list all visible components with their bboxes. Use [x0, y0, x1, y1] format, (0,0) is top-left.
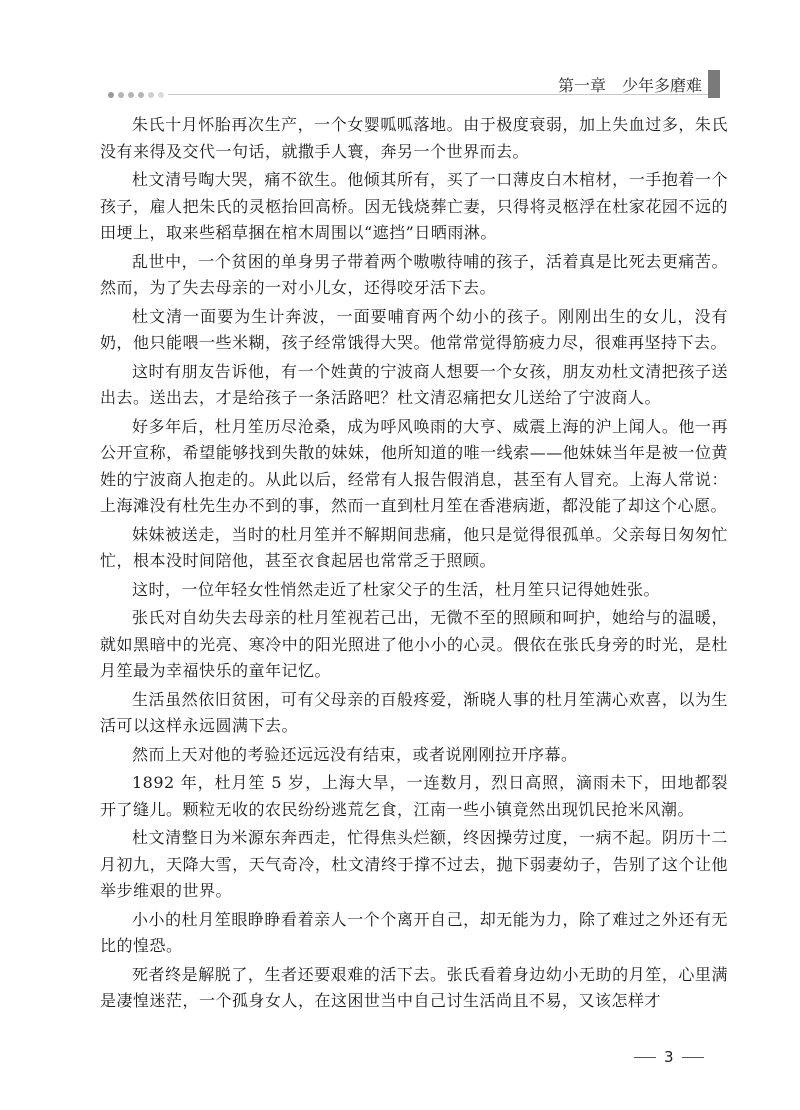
page-number: 3: [664, 1048, 674, 1066]
paragraph-6: 好多年后，杜月笙历尽沧桑，成为呼风唤雨的大亨、威震上海的沪上闻人。他一再公开宣称，希望能够找到失散的妹妹，他所知道的唯一线索——他妹妹当年是被一位黄姓的宁波商人抱走的。从此以后，经常有人报告假消息，甚至有人冒充。上海人常说：上海滩没有杜先生办不到的事，然而一直到杜月笙在香港病逝，都没能了却这个心愿。: [100, 416, 728, 515]
header-bar-decoration: [708, 70, 720, 98]
chapter-title: 第一章 少年多磨难: [557, 76, 702, 95]
paragraph-4: 杜文清一面要为生计奔波，一面要哺育两个幼小的孩子。刚刚出生的女儿，没有奶，他只能喂一些米糊，孩子经常饿得大哭。他常常觉得筋疲力尽，很难再坚持下去。: [100, 306, 728, 352]
paragraph-9: 张氏对自幼失去母亲的杜月笙视若己出，无微不至的照顾和呵护，她给与的温暖，就如黑暗中的光亮、寒冷中的阳光照进了他小小的心灵。偎依在张氏身旁的时光，是杜月笙最为幸福快乐的童年记忆。: [100, 608, 728, 680]
paragraph-14: 小小的杜月笙眼睁睁看着亲人一个个离开自己，却无能为力，除了难过之外还有无比的惶恐。: [100, 909, 728, 955]
paragraph-15: 死者终是解脱了，生者还要艰难的活下去。张氏看着身边幼小无助的月笙，心里满是凄惶迷茫，一个孤身女人，在这困世当中自己讨生活尚且不易，又该怎样才: [100, 964, 728, 1010]
paragraph-11: 然而上天对他的考验还远远没有结束，或者说刚刚拉开序幕。: [132, 744, 578, 764]
running-header: [88, 60, 728, 100]
paragraph-5: 这时有朋友告诉他，有一个姓黄的宁波商人想要一个女孩，朋友劝杜文清把孩子送出去。送出去，才是给孩子一条活路吧？杜文清忍痛把女儿送给了宁波商人。: [100, 361, 728, 407]
page-number-footer: [634, 1048, 704, 1066]
paragraph-7: 妹妹被送走，当时的杜月笙并不解期间悲痛，他只是觉得很孤单。父亲每日匆匆忙忙，根本没时间陪他，甚至衣食起居也常常乏于照顾。: [100, 524, 728, 570]
paragraph-3: 乱世中，一个贫困的单身男子带着两个嗷嗷待哺的孩子，活着真是比死去更痛苦。然而，为了失去母亲的一对小儿女，还得咬牙活下去。: [100, 251, 728, 297]
paragraph-1: 朱氏十月怀胎再次生产，一个女婴呱呱落地。由于极度衰弱，加上失血过多，朱氏没有来得及交代一句话，就撒手人寰，奔另一个世界而去。: [100, 115, 728, 161]
body-text: [100, 112, 728, 1017]
paragraph-2: 杜文清号啕大哭，痛不欲生。他倾其所有，买了一口薄皮白木棺材，一手抱着一个孩子，雇人把朱氏的灵柩抬回高桥。因无钱烧葬亡妻，只得将灵柩浮在杜家花园不远的田埂上，取来些稻草捆在棺木周围以“遮挡”日晒雨淋。: [100, 170, 728, 242]
paragraph-12: 1892 年，杜月笙 5 岁，上海大旱，一连数月，烈日高照，滴雨未下，田地都裂开了缝儿。颗粒无收的农民纷纷逃荒乞食，江南一些小镇竟然出现饥民抢米风潮。: [100, 773, 728, 819]
page-number-dash-right: [682, 1057, 704, 1058]
paragraph-10: 生活虽然依旧贫困，可有父母亲的百般疼爱，渐晓人事的杜月笙满心欢喜，以为生活可以这样永远圆满下去。: [100, 689, 728, 735]
paragraph-8: 这时，一位年轻女性悄然走近了杜家父子的生活，杜月笙只记得她姓张。: [132, 579, 661, 599]
page-number-dash-left: [634, 1057, 656, 1058]
paragraph-13: 杜文清整日为米源东奔西走，忙得焦头烂额，终因操劳过度，一病不起。阴历十二月初九，天降大雪，天气奇冷，杜文清终于撑不过去，抛下弱妻幼子，告别了这个让他举步维艰的世界。: [100, 828, 728, 900]
header-dots-decoration: [108, 92, 164, 98]
